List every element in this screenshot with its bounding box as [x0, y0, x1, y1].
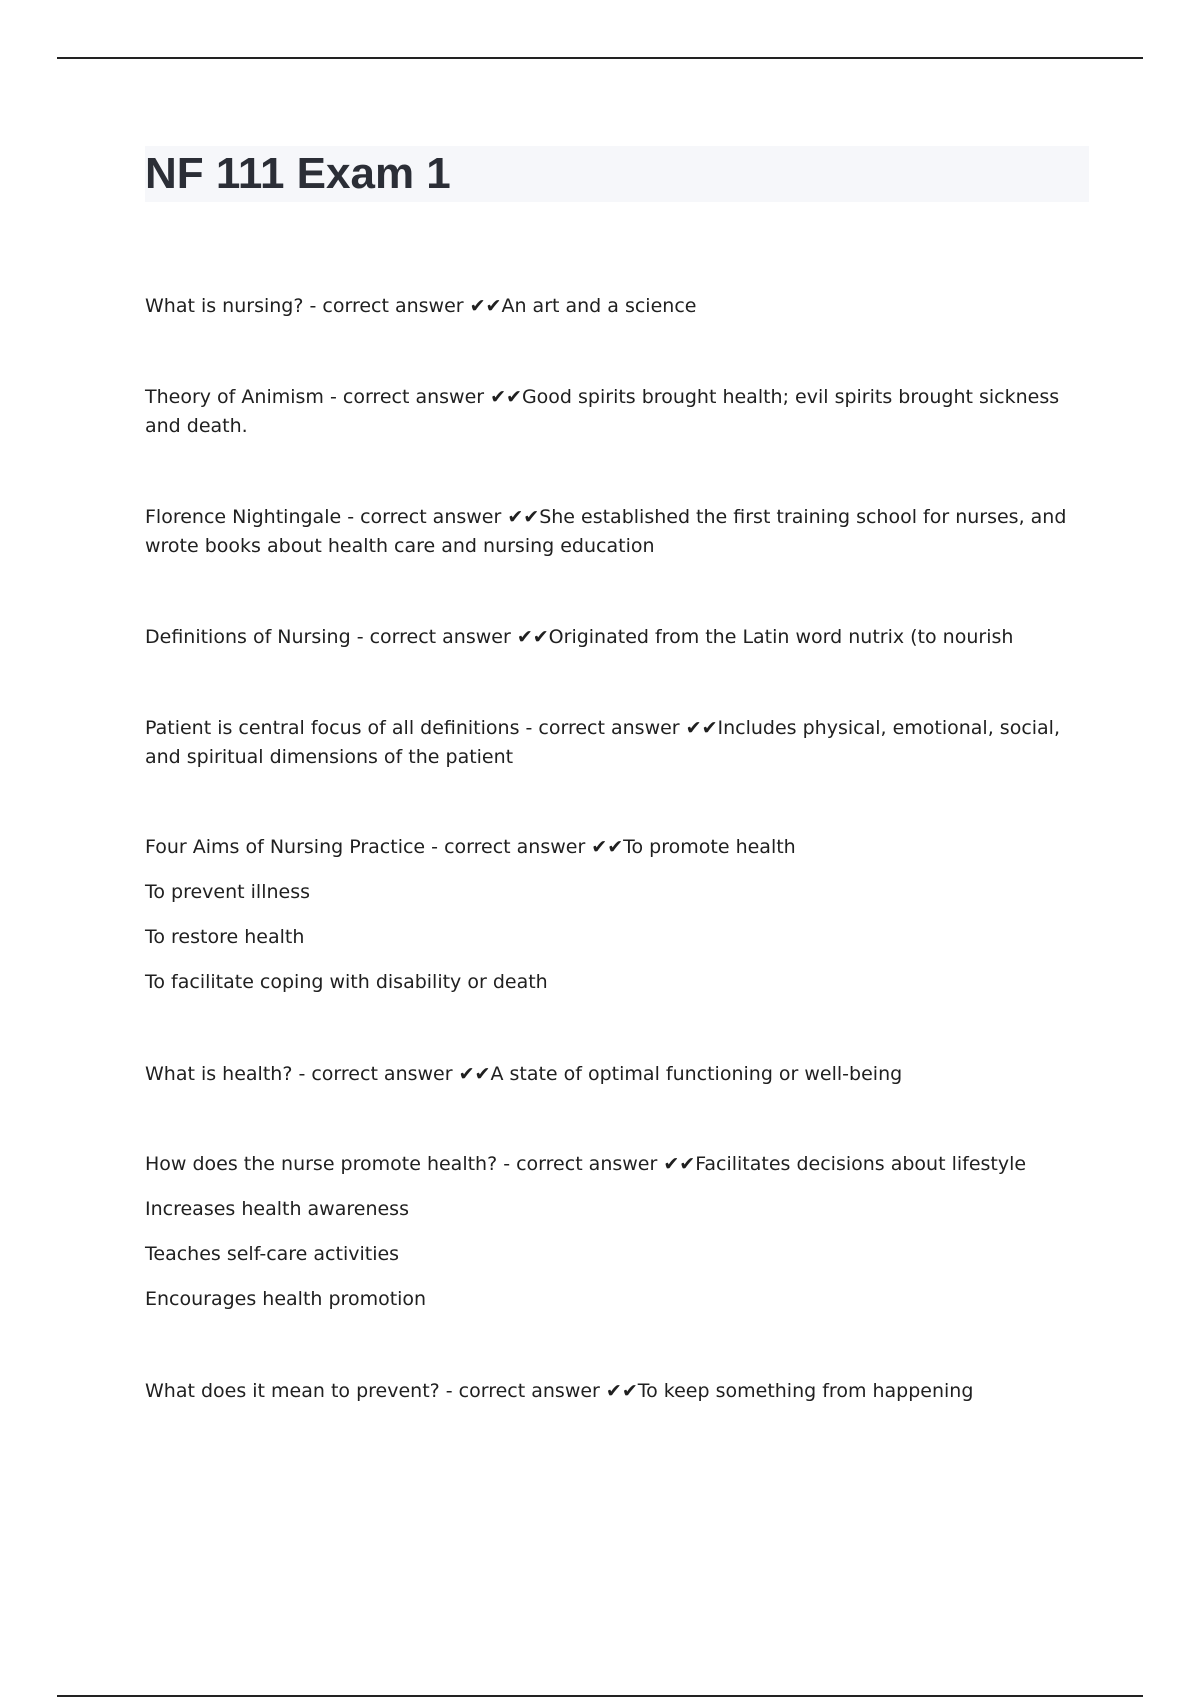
qa-main-line — [145, 292, 1089, 321]
question-text: Four Aims of Nursing Practice — [145, 836, 426, 858]
qa-main-line — [145, 383, 1089, 441]
double-check-icon: ✔✔ — [605, 1380, 638, 1402]
answer-label: correct answer — [516, 1153, 664, 1175]
qa-item — [145, 714, 1089, 772]
answer-label: correct answer — [322, 295, 470, 317]
double-check-icon: ✔✔ — [516, 626, 549, 648]
answer-extra-line: To facilitate coping with disability or death — [145, 971, 548, 993]
answer-label: correct answer — [342, 386, 491, 408]
answer-extra-line: Teaches self-care activities — [145, 1243, 400, 1265]
question-text: What is nursing? — [145, 295, 304, 317]
double-check-icon: ✔✔ — [663, 1153, 696, 1175]
question-text: What is health? — [145, 1063, 293, 1085]
qa-main-line — [145, 714, 1089, 772]
page-title: NF 111 Exam 1 — [145, 149, 451, 198]
answer-label: correct answer — [458, 1380, 606, 1402]
qa-main-line — [145, 1377, 1089, 1406]
separator: - — [323, 386, 343, 408]
question-text: Definitions of Nursing — [145, 626, 351, 648]
answer-text: To keep something from happening — [637, 1380, 974, 1402]
answer-text: Originated from the Latin word nutrix (to nourish — [548, 626, 1014, 648]
qa-item — [145, 503, 1089, 561]
qa-item — [145, 1060, 1089, 1089]
answer-text: To promote health — [623, 836, 796, 858]
double-check-icon: ✔✔ — [685, 717, 718, 739]
qa-item — [145, 623, 1089, 652]
question-text: Theory of Animism — [145, 386, 324, 408]
separator: - — [425, 836, 445, 858]
answer-text: She established the first training school for nurses, and wrote books about health care and nursing education — [145, 506, 1067, 557]
answer-label: correct answer — [444, 836, 592, 858]
separator: - — [341, 506, 361, 528]
answer-text: Facilitates decisions about lifestyle — [695, 1153, 1027, 1175]
qa-main-line — [145, 623, 1089, 652]
question-text: How does the nurse promote health? — [145, 1153, 498, 1175]
top-rule — [57, 57, 1143, 59]
qa-item — [145, 1377, 1089, 1406]
answer-text: An art and a science — [501, 295, 697, 317]
double-check-icon: ✔✔ — [507, 506, 540, 528]
bottom-rule — [57, 1695, 1143, 1697]
answer-label: correct answer — [360, 506, 508, 528]
question-text: What does it mean to prevent? — [145, 1380, 440, 1402]
qa-item — [145, 1150, 1089, 1314]
separator: - — [292, 1063, 312, 1085]
qa-main-line — [145, 1060, 1089, 1089]
qa-main-line — [145, 1150, 1089, 1179]
double-check-icon: ✔✔ — [490, 386, 522, 408]
qa-main-line — [145, 833, 1089, 862]
qa-main-line — [145, 503, 1089, 561]
answer-label: correct answer — [311, 1063, 459, 1085]
separator: - — [519, 717, 539, 739]
double-check-icon: ✔✔ — [458, 1063, 491, 1085]
question-text: Patient is central focus of all definitions — [145, 717, 520, 739]
separator: - — [350, 626, 370, 648]
answer-extra-line: Encourages health promotion — [145, 1288, 427, 1310]
double-check-icon: ✔✔ — [469, 295, 502, 317]
separator: - — [439, 1380, 459, 1402]
qa-item — [145, 383, 1089, 441]
separator: - — [303, 295, 323, 317]
answer-text: Includes physical, emotional, social, and spiritual dimensions of the patient — [145, 717, 1061, 768]
qa-item — [145, 292, 1089, 321]
answer-extra-line: To prevent illness — [145, 881, 311, 903]
answer-text: Good spirits brought health; evil spirits brought sickness and death. — [145, 386, 1060, 437]
answer-label: correct answer — [538, 717, 686, 739]
answer-text: A state of optimal functioning or well-being — [490, 1063, 903, 1085]
question-text: Florence Nightingale — [145, 506, 342, 528]
qa-item — [145, 833, 1089, 997]
double-check-icon: ✔✔ — [591, 836, 624, 858]
answer-label: correct answer — [369, 626, 517, 648]
answer-extra-line: To restore health — [145, 926, 305, 948]
separator: - — [497, 1153, 517, 1175]
answer-extra-line: Increases health awareness — [145, 1198, 409, 1220]
